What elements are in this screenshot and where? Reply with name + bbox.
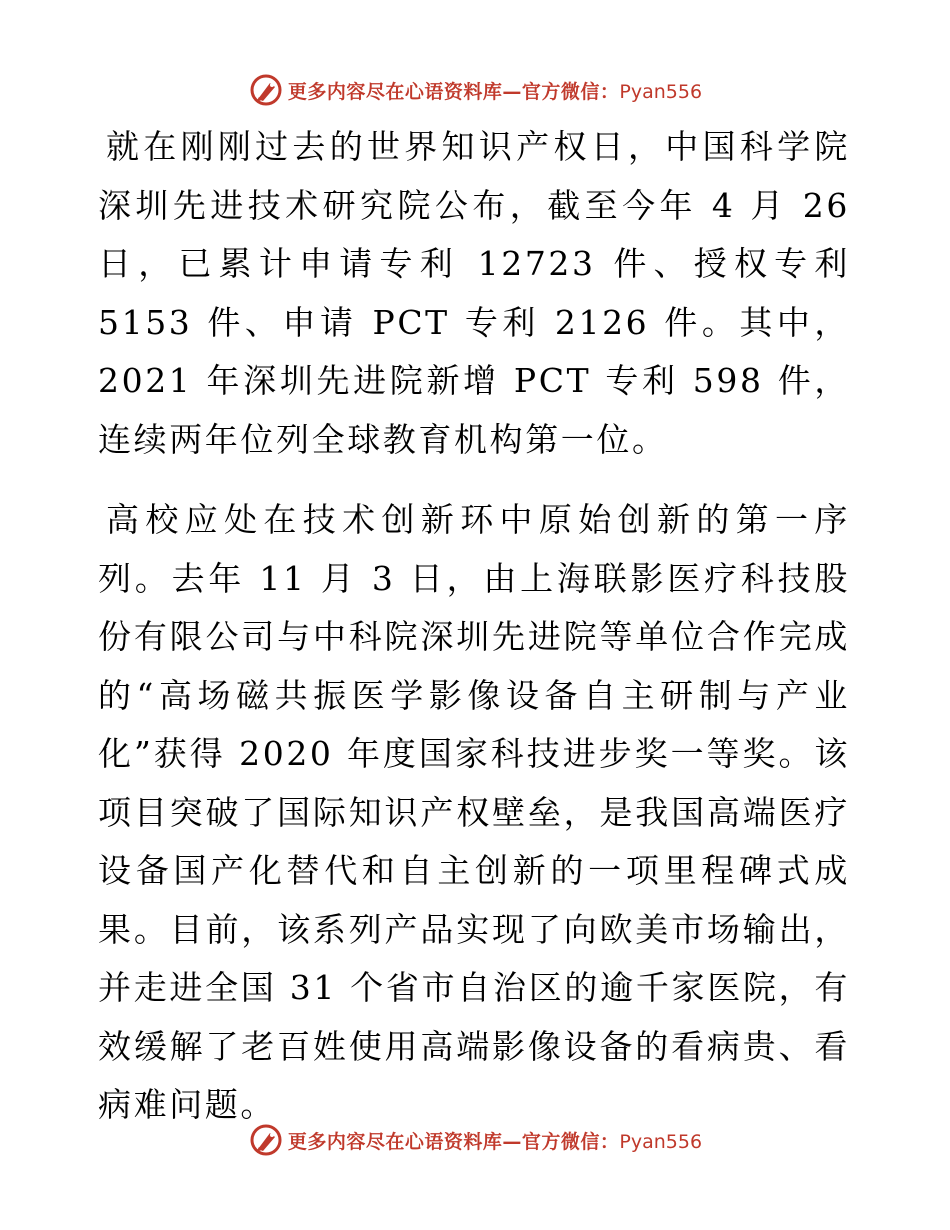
watermark-wechat-id: Pyan556 [619, 1130, 703, 1153]
pen-nib-seal-icon [248, 72, 284, 108]
footer-watermark [0, 1120, 950, 1160]
watermark-wechat-id: Pyan556 [619, 80, 703, 103]
header-watermark [0, 70, 950, 110]
pen-nib-seal-icon [248, 1122, 284, 1158]
article-paragraph-2: 高校应处在技术创新环中原始创新的第一序列。去年 11 月 3 日，由上海联影医疗科技股份有限公司与中科院深圳先进院等单位合作完成的“高场磁共振医学影像设备自主研制与产业化”获得 2020 年度国家科技进步奖一等奖。该项目突破了国际知识产权壁垒，是我国高端医疗设备国产化替代和自主创新的一项里程碑式成果。目前，该系列产品实现了向欧美市场输出，并走进全国 31 个省市自治区的逾千家医院，有效缓解了老百姓使用高端影像设备的看病贵、看病难问题。 [98, 500, 850, 1124]
watermark-text: 更多内容尽在心语资料库—官方微信：Pyan556 [287, 80, 703, 103]
article-paragraph-1: 就在刚刚过去的世界知识产权日，中国科学院深圳先进技术研究院公布，截至今年 4 月 26日，已累计申请专利 12723 件、授权专利 5153 件、申请 PCT 专利 2126 件。其中，2021 年深圳先进院新增 PCT 专利 598 件，连续两年位列全球教育机构第一位。 [98, 127, 850, 459]
article-body [98, 118, 850, 1135]
watermark-text: 更多内容尽在心语资料库—官方微信：Pyan556 [287, 1130, 703, 1153]
